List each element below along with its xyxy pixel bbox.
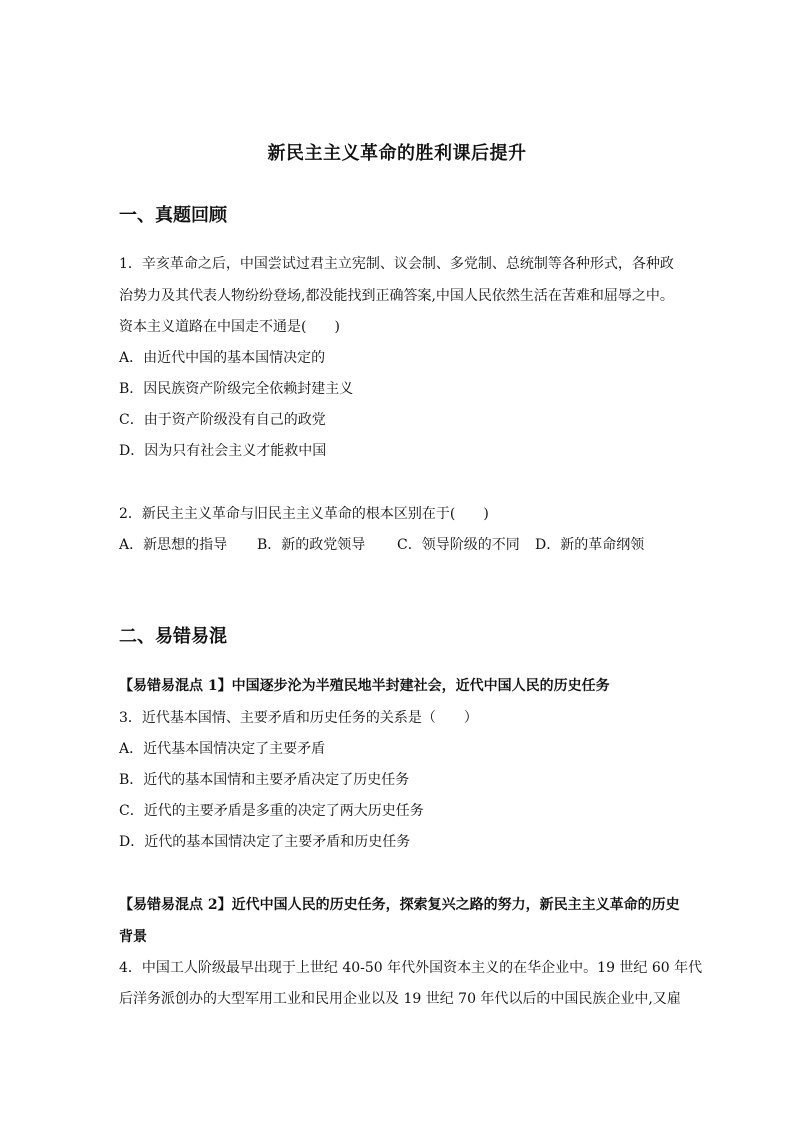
q3-option-c: C．近代的主要矛盾是多重的决定了两大历史任务 xyxy=(119,803,424,819)
q1-option-c: C．由于资产阶级没有自己的政党 xyxy=(119,412,326,428)
q1-option-d: D．因为只有社会主义才能救中国 xyxy=(119,443,327,459)
section-heading-common-mistakes: 二、易错易混 xyxy=(119,626,227,647)
q1-option-a: A．由近代中国的基本国情决定的 xyxy=(119,350,326,366)
q1-stem-line-1: 1．辛亥革命之后，中国尝试过君主立宪制、议会制、多党制、总统制等各种形式，各种政 xyxy=(119,256,674,272)
q2-option-b: B．新的政党领导 xyxy=(257,537,366,553)
q3-option-b: B．近代的基本国情和主要矛盾决定了历史任务 xyxy=(119,772,410,788)
mistake-point-2-line-1: 【易错易混点 2】近代中国人民的历史任务，探索复兴之路的努力，新民主主义革命的历史 xyxy=(119,897,680,913)
q2-option-d: D．新的革命纲领 xyxy=(535,537,645,553)
q4-stem-line-2: 后洋务派创办的大型军用工业和民用企业以及 19 世纪 70 年代以后的中国民族企业中,又雇 xyxy=(119,991,681,1007)
q2-option-a: A．新思想的指导 xyxy=(119,537,228,553)
q4-stem-line-1: 4．中国工人阶级最早出现于上世纪 40-50 年代外国资本主义的在华企业中。19 世纪 60 年代 xyxy=(119,960,703,976)
mistake-point-2-line-2: 背景 xyxy=(119,929,147,945)
page-title: 新民主主义革命的胜利课后提升 xyxy=(267,143,527,164)
q1-option-b: B．因民族资产阶级完全依赖封建主义 xyxy=(119,381,354,397)
q2-stem: 2．新民主主义革命与旧民主主义革命的根本区别在于( ) xyxy=(119,506,489,522)
q3-option-a: A．近代基本国情决定了主要矛盾 xyxy=(119,741,326,757)
q1-stem-line-3: 资本主义道路在中国走不通是( ) xyxy=(119,319,340,335)
q3-stem: 3．近代基本国情、主要矛盾和历史任务的关系是（ ） xyxy=(119,710,478,726)
q2-options-row xyxy=(119,535,644,555)
section-heading-real-questions: 一、真题回顾 xyxy=(119,205,227,226)
mistake-point-1: 【易错易混点 1】中国逐步沦为半殖民地半封建社会，近代中国人民的历史任务 xyxy=(119,678,610,694)
q1-stem-line-2: 治势力及其代表人物纷纷登场,都没能找到正确答案,中国人民依然生活在苦难和屈辱之中。 xyxy=(119,288,674,304)
q2-option-c: C．领导阶级的不同 xyxy=(397,537,520,553)
q3-option-d: D．近代的基本国情决定了主要矛盾和历史任务 xyxy=(119,834,411,850)
